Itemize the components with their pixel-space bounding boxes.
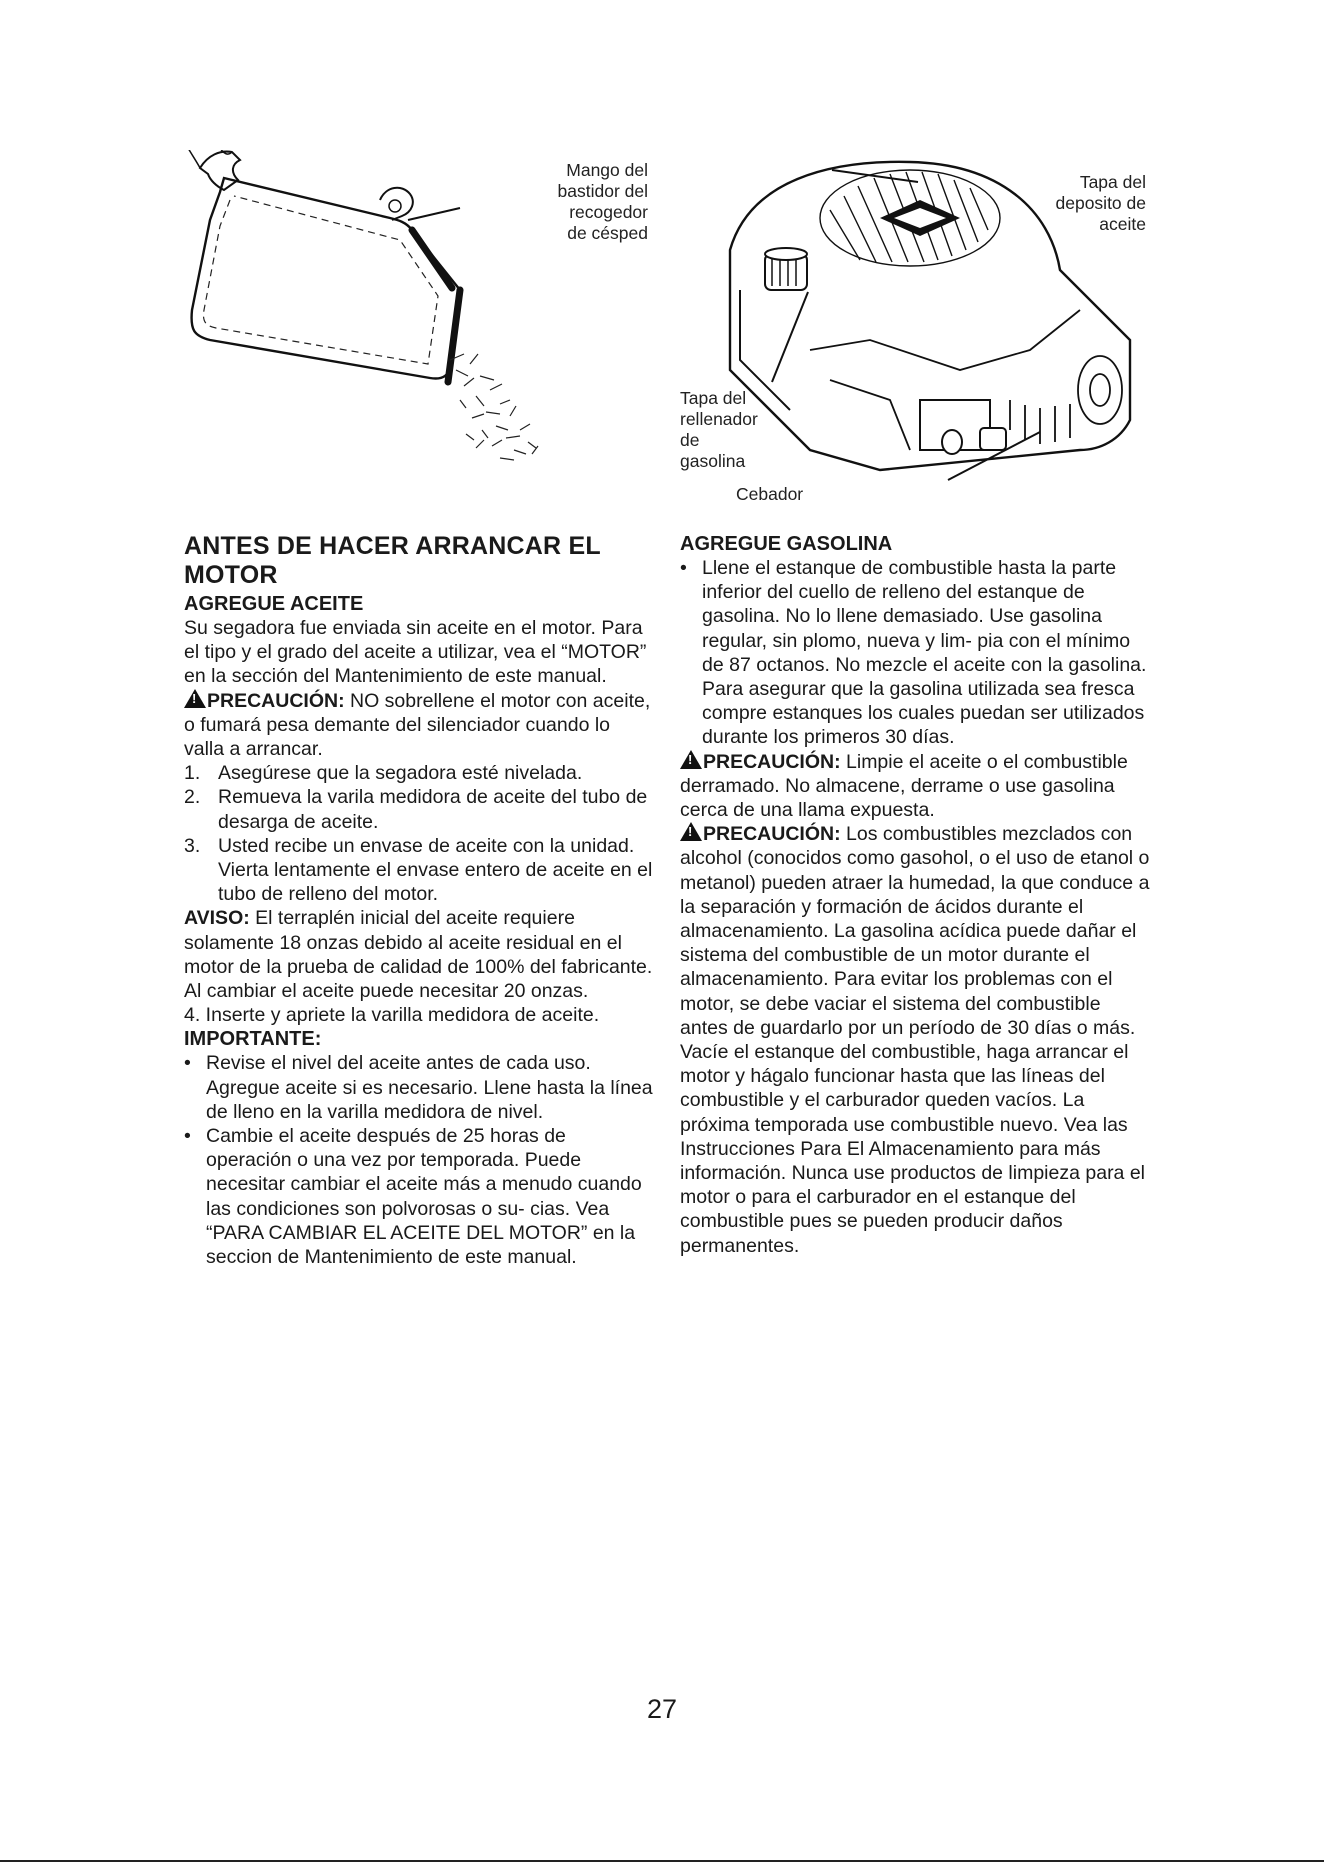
figure-label-fuel-cap <box>680 388 758 472</box>
figure-label-line: recogedor <box>569 202 648 222</box>
aviso-text: El terraplén inicial del aceite requiere solamente 18 onzas debido al aceite residual en el motor de la prueba de calidad de 100% del fabricante. Al cambiar el aceite puede necesitar 20 onzas. <box>184 907 653 1003</box>
left-column <box>184 532 654 1269</box>
figure-label-line: rellenador <box>680 409 758 429</box>
warning-triangle-icon <box>680 822 702 841</box>
subheading-add-oil: AGREGUE ACEITE <box>184 593 364 615</box>
section-title-before-start: ANTES DE HACER ARRANCAR EL MOTOR <box>184 532 601 589</box>
figure-label-line: gasolina <box>680 451 746 471</box>
warning-triangle-icon <box>184 689 206 708</box>
warning-triangle-icon <box>680 750 702 769</box>
figure-label-line: Tapa del <box>1079 172 1146 192</box>
bullet-icon: • <box>184 1125 191 1148</box>
step-text: Asegúrese que la segadora esté nivelada. <box>218 762 583 785</box>
caution-label: PRECAUCIÓN: <box>207 689 345 712</box>
step-number: 3. <box>184 834 201 857</box>
section-title-add-gasoline: AGREGUE GASOLINA <box>680 533 893 555</box>
aviso-label: AVISO: <box>184 907 250 930</box>
list-item <box>184 785 654 833</box>
page-number: 27 <box>646 1694 678 1724</box>
step-4: 4. Inserte y apriete la varilla medidora de aceite. <box>184 1004 600 1027</box>
right-column <box>680 532 1150 1258</box>
list-item <box>184 761 654 785</box>
step-number: 1. <box>184 762 201 785</box>
caution-text: NO sobrellene el motor con aceite, o fumará pesa demante del silenciador cuando lo valla a arrancar. <box>184 689 651 761</box>
bullet-text: Cambie el aceite después de 25 horas de operación o una vez por temporada. Puede necesitar cambiar el aceite más a menudo cuando las condiciones son polvorosas o su- cias. Vea “PARA CAMBIAR EL ACEITE DEL MOTOR” en la seccion de Mantenimiento de este manual. <box>206 1125 642 1269</box>
figure-label-oil-cap <box>1030 172 1146 235</box>
caution-oil <box>184 689 654 762</box>
caution-label: PRECAUCIÓN: <box>703 823 841 846</box>
list-item <box>184 1051 654 1124</box>
figure-label-line: Tapa del <box>680 388 747 408</box>
bottom-rule <box>0 1860 1324 1862</box>
step-text: Usted recibe un envase de aceite con la unidad. Vierta lentamente el envase entero de aceite en el tubo de relleno del motor. <box>218 834 653 906</box>
aviso-note <box>184 906 654 1003</box>
figure-label-line: de <box>680 430 700 450</box>
caution-spill <box>680 750 1150 823</box>
figure-label-line: bastidor del <box>557 181 648 201</box>
bullet-icon: • <box>680 557 687 579</box>
caution-alcohol-fuel <box>680 822 1150 1258</box>
bullet-text: Revise el nivel del aceite antes de cada uso. Agregue aceite si es necesario. Llene hasta la línea de lleno en la varilla medidora de nivel. <box>206 1052 653 1123</box>
bullet-icon: • <box>184 1052 191 1075</box>
oil-steps-list <box>184 761 654 906</box>
bullet-text: Llene el estanque de combustible hasta la parte inferior del cuello de relleno del estanque de gasolina. No lo llene demasiado. Use gasolina regular, sin plomo, nueva y lim- pia con el mínimo de 87 octanos. No mezcle el aceite con la gasolina. Para asegurar que la gasolina utilizada sea fresca compre estanques los cuales puedan ser utilizados durante los primeros 30 días. <box>702 557 1147 749</box>
list-item <box>184 1124 654 1269</box>
figure-label-primer: Cebador <box>736 484 804 504</box>
intro-paragraph: Su segadora fue enviada sin aceite en el motor. Para el tipo y el grado del aceite a utilizar, vea el “MOTOR” en la sección del Mantenimiento de este manual. <box>184 617 647 688</box>
caution-label: PRECAUCIÓN: <box>703 750 841 773</box>
gasoline-list <box>680 556 1150 750</box>
step-number: 2. <box>184 786 201 809</box>
figure-label-line: Mango del <box>566 160 648 180</box>
list-item <box>680 556 1150 750</box>
figure-label-catcher-handle <box>545 160 648 244</box>
caution-text: Limpie el aceite o el combustible derramado. No almacene, derrame o use gasolina cerca de una llama expuesta. <box>680 750 1128 822</box>
important-list <box>184 1051 654 1269</box>
caution-text: Los combustibles mezclados con alcohol (conocidos como gasohol, o el uso de etanol o metanol) pueden atraer la humedad, la que conduce a la separación y formación de ácidos durante el almacenamiento. La gasolina acídica puede dañar el sistema del combustible de un motor durante el almacenamiento. Para evitar los problemas con el motor, se debe vaciar el sistema del combustible antes de guardarlo por un período de 30 días o más. Vacíe el estanque del combustible, haga arrancar el motor y hágalo funcionar hasta que las líneas del combustible y el carburador queden vacíos. La próxima temporada use combustible nuevo. Vea las Instrucciones Para El Almacenamiento para más información. Nunca use productos de limpieza para el motor o para el carburador en el estanque del combustible pues se pueden producir daños permanentes. <box>680 823 1150 1257</box>
figure-label-line: deposito de <box>1055 193 1146 213</box>
important-label: IMPORTANTE: <box>184 1028 322 1051</box>
figure-label-line: de césped <box>567 223 648 243</box>
figure-label-line: aceite <box>1099 214 1146 234</box>
list-item <box>184 834 654 907</box>
step-text: Remueva la varila medidora de aceite del tubo de desarga de aceite. <box>218 786 648 833</box>
